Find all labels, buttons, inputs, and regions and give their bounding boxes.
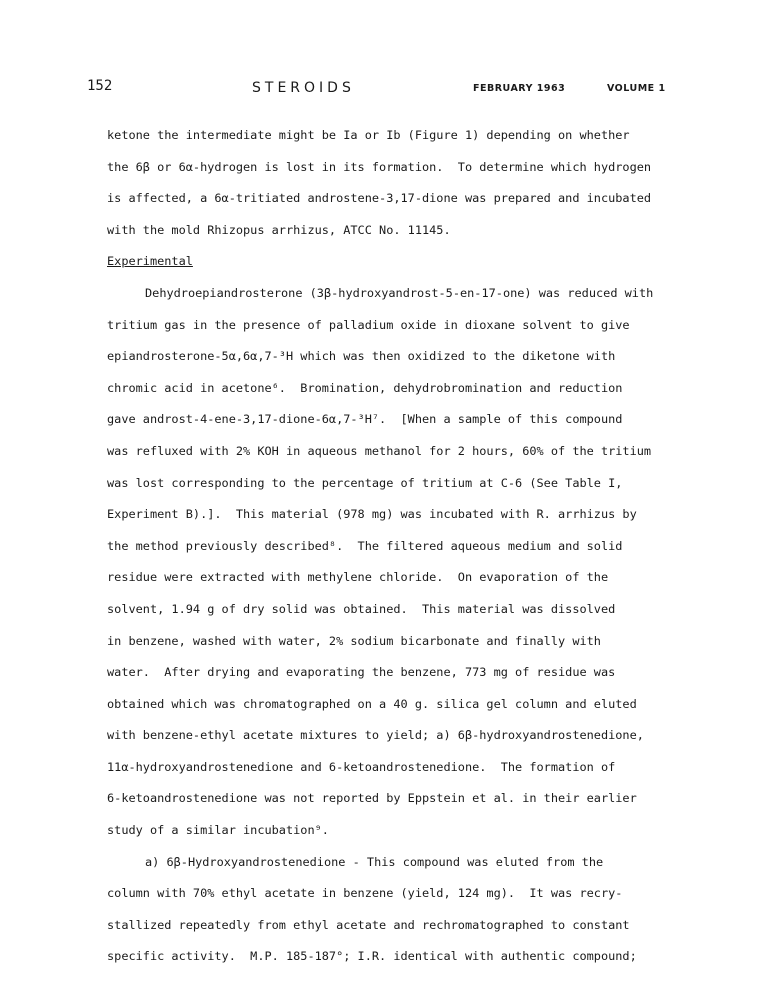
text-line: Experiment B).]. This material (978 mg) was incubated with R. arrhizus by [107,507,637,522]
text-line: with the mold Rhizopus arrhizus, ATCC No. 11145. [107,222,451,237]
text-line: 6-ketoandrostenedione was not reported by Eppstein et al. in their earlier [107,791,637,806]
text-line: gave androst-4-ene-3,17-dione-6α,7-³H⁷. [When a sample of this compound [107,412,623,427]
text-line: epiandrosterone-5α,6α,7-³H which was then oxidized to the diketone with [107,349,616,364]
text-line: water. After drying and evaporating the benzene, 773 mg of residue was [107,665,616,680]
page-number: 152 [87,78,113,94]
text-line: ketone the intermediate might be Ia or Ib (Figure 1) depending on whether [107,128,630,142]
text-line: stallized repeatedly from ethyl acetate and rechromatographed to constant [107,917,630,932]
text-line: was refluxed with 2% KOH in aqueous methanol for 2 hours, 60% of the tritium [107,443,652,458]
article-body [107,120,727,973]
text-line: the 6β or 6α-hydrogen is lost in its formation. To determine which hydrogen [107,159,652,174]
text-line: with benzene-ethyl acetate mixtures to yield; a) 6β-hydroxyandrostenedione, [107,728,644,743]
page-header [0,78,768,102]
issue-date: FEBRUARY 1963 [473,83,566,94]
text-line: column with 70% ethyl acetate in benzene (yield, 124 mg). It was recry- [107,886,623,901]
text-line: obtained which was chromatographed on a 40 g. silica gel column and eluted [107,696,637,711]
text-line: in benzene, washed with water, 2% sodium bicarbonate and finally with [107,633,601,648]
section-heading-experimental: Experimental [107,254,193,269]
text-line: 11α-hydroxyandrostenedione and 6-ketoandrostenedione. The formation of [107,759,616,774]
text-line: specific activity. M.P. 185-187°; I.R. identical with authentic compound; [107,949,637,964]
journal-title: STEROIDS [252,80,355,96]
text-line: the method previously described⁸. The filtered aqueous medium and solid [107,538,623,553]
text-line: Dehydroepiandrosterone (3β-hydroxyandrost-5-en-17-one) was reduced with [145,285,654,300]
text-line: a) 6β-Hydroxyandrostenedione - This compound was eluted from the [145,854,604,869]
text-line: chromic acid in acetone⁶. Bromination, dehydrobromination and reduction [107,380,623,395]
text-line: tritium gas in the presence of palladium oxide in dioxane solvent to give [107,317,630,332]
volume-label: VOLUME 1 [607,83,666,94]
text-line: was lost corresponding to the percentage of tritium at C-6 (See Table I, [107,475,623,490]
text-line: residue were extracted with methylene chloride. On evaporation of the [107,570,609,585]
text-line: study of a similar incubation⁹. [107,823,329,838]
text-line: is affected, a 6α-tritiated androstene-3,17-dione was prepared and incubated [107,191,652,206]
text-line: solvent, 1.94 g of dry solid was obtained. This material was dissolved [107,601,616,616]
